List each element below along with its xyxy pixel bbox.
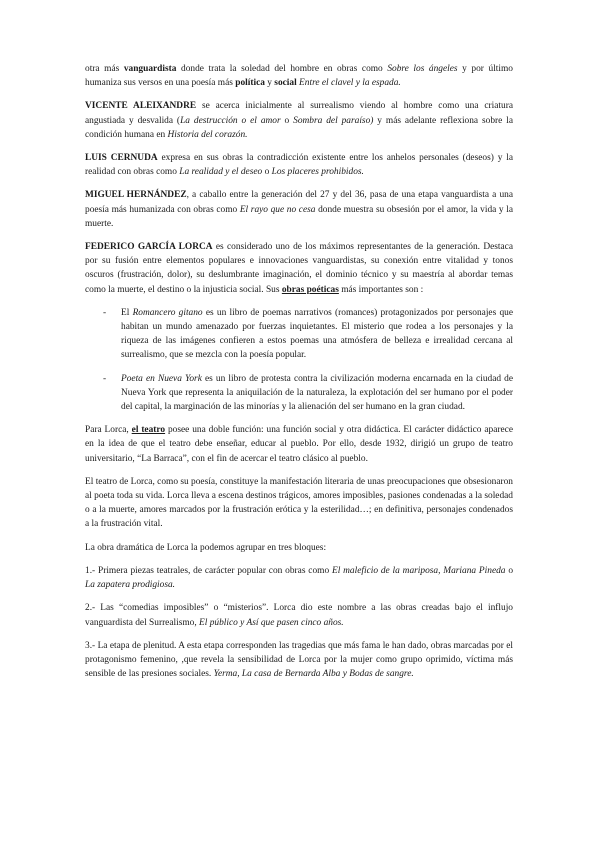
- document-page: [85, 62, 513, 690]
- list-item-romancero: - El Romancero gitano es un libro de poemas narrativos (romances) protagonizados por personajes que habitan un mundo amenazado por fuerzas inquietantes. El misterio que rodea a los personajes y la riqueza de las imágenes confieren a estos poemas una atmósfera de belleza e irrealidad cercana al surrealismo, que se mezcla con la poesía popular.: [103, 307, 513, 361]
- paragraph-lorca: FEDERICO GARCÍA LORCA es considerado uno de los máximos representantes de la generación. Destaca por su fusión entre elementos populares e innovaciones vanguardistas, su conexión entre vitalidad y tonos oscuros (frustración, dolor), su deslumbrante imaginación, el dominio técnico y su maestría al abordar temas como la muerte, el destino o la injusticia social. Sus obras poéticas más importantes son :: [85, 242, 513, 295]
- paragraph-bloque-1: 1.- Primera piezas teatrales, de carácter popular con obras como El maleficio de la mariposa, Mariana Pineda o La zapatera prodigiosa.: [85, 565, 514, 591]
- paragraph-bloques-intro: La obra dramática de Lorca la podemos agrupar en tres bloques:: [85, 542, 327, 553]
- paragraph-alberti: otra más vanguardista donde trata la soledad del hombre en obras como Sobre los ángeles y por último humaniza sus versos en una poesía más política y social Entre el clavel y la espada.: [85, 64, 513, 89]
- paragraph-cernuda: LUIS CERNUDA expresa en sus obras la contradicción existente entre los anhelos personales (deseos) y la realidad con obras como La realidad y el deseo o Los placeres prohibidos.: [85, 153, 514, 178]
- poetry-list: [85, 306, 513, 414]
- paragraph-bloque-3: 3.- La etapa de plenitud. A esta etapa corresponden las tragedias que más fama le han dado, obras marcadas por el protagonismo femenino, ,que revela la sensibilidad de Lorca por la mujer como grupo oprimido, víctima más sensible de las presiones sociales. Yerma, La casa de Bernarda Alba y Bodas de sangre.: [85, 640, 513, 680]
- paragraph-bloque-2: 2.- Las “comedias imposibles” o “misterios”. Lorca dio este nombre a las obras creadas bajo el influjo vanguardista del Surrealismo, El público y Así que pasen cinco años.: [85, 603, 513, 628]
- list-item-nueva-york: - Poeta en Nueva York es un libro de protesta contra la civilización moderna encarnada en la ciudad de Nueva York que representa la aniquilación de la naturaleza, la explotación del ser humano por el poder del capital, la marginación de las minorías y la alienación del ser humano en la gran ciudad.: [103, 373, 514, 413]
- paragraph-teatro-funcion: Para Lorca, el teatro posee una doble función: una función social y otra didáctica. El carácter didáctico aparece en la idea de que el teatro debe enseñar, educar al pueblo. Por ello, desde 1932, dirigió un grupo de teatro universitario, “La Barraca”, con el fin de acercar el teatro clásico al pueblo.: [85, 425, 513, 464]
- paragraph-teatro-temas: El teatro de Lorca, como su poesía, constituye la manifestación literaria de unas preocupaciones que obsesionaron al poeta toda su vida. Lorca lleva a escena destinos trágicos, amores imposibles, pasiones condenadas a la soledad o a la muerte, amores marcados por la frustración erótica y la esterilidad…; en definitiva, personajes condenados a la frustración vital.: [85, 476, 513, 530]
- paragraph-aleixandre: VICENTE ALEIXANDRE se acerca inicialmente al surrealismo viendo al hombre como una criatura angustiada y desvalida (La destrucción o el amor o Sombra del paraíso) y más adelante reflexiona sobre la condición humana en Historia del corazón.: [85, 101, 514, 140]
- paragraph-hernandez: MIGUEL HERNÁNDEZ, a caballo entre la generación del 27 y del 36, pasa de una etapa vanguardista a una poesía más humanizada con obras como El rayo que no cesa donde muestra su obsesión por el amor, la vida y la muerte.: [85, 190, 514, 229]
